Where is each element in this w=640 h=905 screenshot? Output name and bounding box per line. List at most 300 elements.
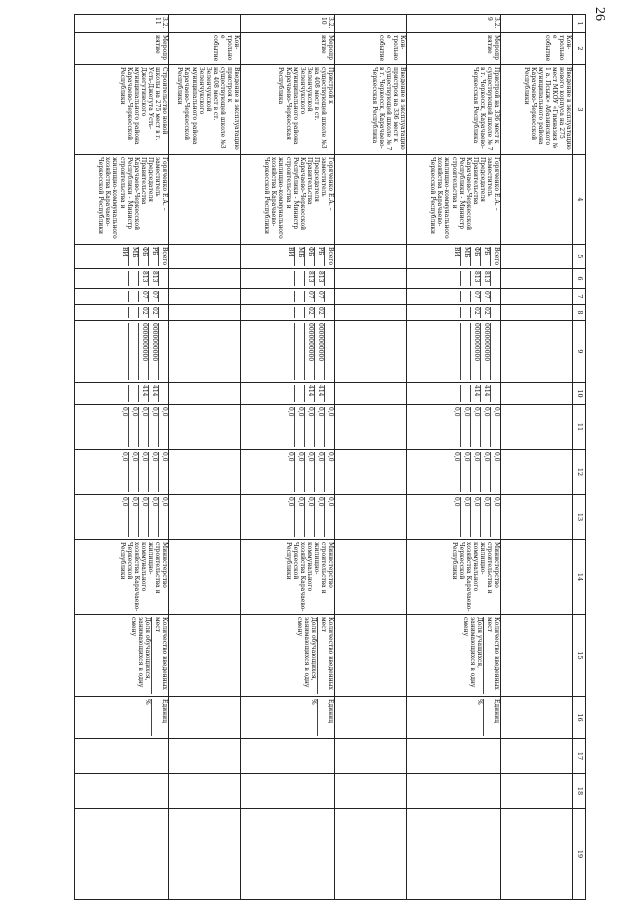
- section-code-value: [119, 291, 128, 302]
- event-type: Кон-трольное событие: [543, 35, 572, 62]
- amount-year-1-value: 0,0: [453, 407, 460, 417]
- column-number-18: 18: [573, 774, 586, 809]
- indicator-value: Доля учащихся, занимающихся в одну смену: [461, 617, 483, 688]
- empty-cell-4: [335, 155, 407, 245]
- amount-year-2-value: 0,0: [158, 452, 168, 492]
- section-code-value: [158, 291, 168, 302]
- subsection-code-value: [451, 307, 460, 318]
- empty-cell-12: [335, 450, 407, 495]
- funding-source-value: ФБ: [304, 247, 314, 266]
- program-measures-table: [74, 14, 586, 900]
- empty-cell-7: [169, 289, 241, 305]
- target-article-code-value: [460, 323, 470, 380]
- column-number-5: 5: [573, 245, 586, 269]
- measure-name: Пристрой к существующей школе №3 на 408 мест в ст. Зеленчукской Зеленчукского муниципального района Карачаево-Черкесская Республика: [277, 67, 334, 149]
- empty-cell-18: [169, 774, 241, 809]
- event-description: Введение в эксплуатацию пристроя к существующей школе №3 на 408 мест в ст. Зеленчукской Зеленчукского муниципального района Карачаево-Черкесской Республики: [176, 67, 240, 150]
- amount-year-2-value: 0,0: [490, 452, 500, 492]
- grbs-code-value: 813: [304, 271, 314, 286]
- unit-value: Единиц: [151, 699, 168, 736]
- event-type: Кон-трольное событие: [211, 35, 240, 62]
- funding-source-value: РБ: [148, 247, 158, 266]
- executor-cell: [241, 155, 335, 245]
- amount-year-3-value: 0,0: [453, 497, 460, 507]
- unit: [75, 697, 169, 739]
- target-article-code-value: [158, 323, 168, 380]
- rotated-document: [56, 14, 586, 899]
- grbs-code: [75, 269, 169, 289]
- indicator-value: Доля обучающихся, занимающихся в одну смену: [129, 617, 151, 688]
- target-article-code-value: [119, 323, 128, 380]
- subsection-code-value: [119, 307, 128, 318]
- expense-type-code-value: 414: [480, 385, 490, 402]
- empty-cell-5: [169, 245, 241, 269]
- column-number-16: 16: [573, 697, 586, 739]
- amount-year-3-value: 0,0: [148, 497, 158, 537]
- target-article-code: [407, 321, 501, 383]
- empty-cell-17: [501, 739, 573, 774]
- expense-type-code-value: 414: [314, 385, 324, 402]
- amount-year-3-value: 0,0: [138, 497, 148, 537]
- responsible-body: Министерство строительства и жилищно-коммунального хозяйства Карачаево-Черкесской Республики: [284, 542, 334, 612]
- amount-year-2-value: 0,0: [138, 452, 148, 492]
- row-code: [169, 15, 241, 33]
- funding-source-value: МБ: [294, 247, 304, 266]
- amount-year-1-value: 0,0: [158, 407, 168, 447]
- empty-cell-14: [169, 540, 241, 615]
- column-number-10: 10: [573, 383, 586, 405]
- event-type: Кон-трольное событие: [377, 35, 406, 62]
- section-code-value: 07: [304, 291, 314, 302]
- control-event-row: [501, 15, 573, 900]
- amount-year-2-value: 0,0: [480, 452, 490, 492]
- subsection-code-value: 02: [148, 307, 158, 318]
- empty-cell-12: [169, 450, 241, 495]
- expense-type-code-value: 414: [304, 385, 314, 402]
- grbs-code-value: [460, 271, 470, 286]
- funding-source-value: МБ: [128, 247, 138, 266]
- amount-year-1-value: 0,0: [304, 407, 314, 447]
- measure-name-cell: [241, 65, 335, 155]
- expense-type-code-value: [460, 385, 470, 402]
- expense-type-code-value: 414: [138, 385, 148, 402]
- expense-type-code-value: [285, 385, 294, 402]
- amount-year-1-value: 0,0: [148, 407, 158, 447]
- measure-name: Пристрой на 336 мест к существующей школе № 7 в г. Черкесск, Карачаево-Черкесская Республика: [471, 67, 500, 151]
- indicator: [75, 615, 169, 697]
- expense-type-code-value: [294, 385, 304, 402]
- target-article-code-value: 0000000000: [480, 323, 490, 380]
- responsible-cell: [407, 540, 501, 615]
- target-article-code-value: 0000000000: [138, 323, 148, 380]
- measure-type: Мероприятие: [319, 35, 334, 60]
- amount-year-1-value: 0,0: [128, 407, 138, 447]
- subsection-code-value: [158, 307, 168, 318]
- subsection-code-value: [294, 307, 304, 318]
- column-number-9: 9: [573, 321, 586, 383]
- measure-name-cell: [75, 65, 169, 155]
- column-number-6: 6: [573, 269, 586, 289]
- funding-source-value: РБ: [314, 247, 324, 266]
- column-number-11: 11: [573, 405, 586, 450]
- empty-cell-17: [241, 739, 335, 774]
- empty-cell-4: [169, 155, 241, 245]
- measure-type-cell: [241, 33, 335, 65]
- unit: [407, 697, 501, 739]
- target-article-code-value: 0000000000: [314, 323, 324, 380]
- amount-year-2-value: 0,0: [287, 452, 294, 462]
- expense-type-code: [241, 383, 335, 405]
- amount-year-2: [407, 450, 501, 495]
- empty-cell-19: [169, 809, 241, 900]
- column-number-1: 1: [573, 15, 586, 33]
- subsection-code-value: [285, 307, 294, 318]
- empty-cell-16: [501, 697, 573, 739]
- empty-cell-18: [501, 774, 573, 809]
- subsection-code: [407, 305, 501, 321]
- empty-cell-11: [169, 405, 241, 450]
- section-code-value: [128, 291, 138, 302]
- subsection-code-value: 02: [138, 307, 148, 318]
- grbs-code-value: [451, 271, 460, 286]
- table-body: [75, 15, 586, 900]
- row-code: [501, 15, 573, 33]
- amount-year-1-value: 0,0: [287, 407, 294, 417]
- empty-cell-15: [335, 615, 407, 697]
- empty-cell-19: [501, 809, 573, 900]
- section-code: [75, 289, 169, 305]
- funding-source-value: МБ: [460, 247, 470, 266]
- unit: [241, 697, 335, 739]
- column-number-3: 3: [573, 65, 586, 155]
- empty-cell-5: [335, 245, 407, 269]
- empty-cell-7: [335, 289, 407, 305]
- grbs-code-value: [324, 271, 334, 286]
- empty-cell-19: [335, 809, 407, 900]
- funding-source: [241, 245, 335, 269]
- empty-cell-4: [501, 155, 573, 245]
- empty-cell-13: [169, 495, 241, 540]
- amount-year-1-value: 0,0: [480, 407, 490, 447]
- subsection-code-value: 02: [314, 307, 324, 318]
- funding-source-value: Всего: [490, 247, 500, 266]
- funding-source-value: ВИ: [287, 247, 294, 257]
- column-number-8: 8: [573, 305, 586, 321]
- expense-type-code-value: 414: [148, 385, 158, 402]
- control-event-row: [169, 15, 241, 900]
- section-code-value: [451, 291, 460, 302]
- grbs-code-value: [490, 271, 500, 286]
- indicator-value: Количество введенных мест: [483, 617, 500, 694]
- grbs-code-value: 813: [470, 271, 480, 286]
- indicator-value: Доля обучающихся, занимающихся в одну смену: [295, 617, 317, 688]
- funding-source-value: ВИ: [453, 247, 460, 257]
- amount-year-3-value: 0,0: [294, 497, 304, 537]
- measure-type: Мероприятие: [153, 35, 168, 60]
- amount-year-1-value: 0,0: [121, 407, 128, 417]
- expense-type-code-value: [324, 385, 334, 402]
- empty-cell-13: [335, 495, 407, 540]
- grbs-code: [241, 269, 335, 289]
- empty-cell-19: [241, 809, 335, 900]
- section-code-value: [324, 291, 334, 302]
- grbs-code-value: [285, 271, 294, 286]
- amount-year-1: [75, 405, 169, 450]
- indicator: [241, 615, 335, 697]
- amount-year-3-value: 0,0: [314, 497, 324, 537]
- section-code-value: 07: [138, 291, 148, 302]
- measure-type-cell: [75, 33, 169, 65]
- amount-year-3: [75, 495, 169, 540]
- amount-year-2-value: 0,0: [314, 452, 324, 492]
- empty-cell-18: [75, 774, 169, 809]
- target-article-code-value: [324, 323, 334, 380]
- amount-year-1: [241, 405, 335, 450]
- expense-type-code-value: 414: [470, 385, 480, 402]
- empty-cell-6: [335, 269, 407, 289]
- executor: Горяченко Е.А. – заместитель Председателя Правительства Карачаево-Черкесской Республики - Министр строительства и жилищно-коммунального хозяйства Карачаево-Черкесской Республики: [429, 157, 500, 239]
- expense-type-code-value: [490, 385, 500, 402]
- section-code-value: [490, 291, 500, 302]
- amount-year-3-value: 0,0: [128, 497, 138, 537]
- column-number-row: [573, 15, 586, 900]
- empty-cell-14: [335, 540, 407, 615]
- empty-cell-19: [75, 809, 169, 900]
- indicator-value: Количество введенных мест: [317, 617, 334, 694]
- subsection-code: [241, 305, 335, 321]
- grbs-code-value: 813: [480, 271, 490, 286]
- empty-cell-10: [169, 383, 241, 405]
- grbs-code-value: [294, 271, 304, 286]
- unit-value: %: [310, 699, 317, 705]
- section-code-value: 07: [148, 291, 158, 302]
- grbs-code-value: 813: [314, 271, 324, 286]
- amount-year-3-value: 0,0: [470, 497, 480, 537]
- target-article-code-value: 0000000000: [304, 323, 314, 380]
- empty-cell-11: [501, 405, 573, 450]
- measure-type-cell: [407, 33, 501, 65]
- grbs-code-value: [128, 271, 138, 286]
- section-code: [241, 289, 335, 305]
- amount-year-1-value: 0,0: [470, 407, 480, 447]
- indicator-value: Количество введенных мест: [151, 617, 168, 694]
- responsible-body: Министерство строительства и жилищно-коммунального хозяйства Карачаево-Черкесской Республики: [450, 542, 500, 612]
- empty-cell-9: [335, 321, 407, 383]
- amount-year-1-value: 0,0: [460, 407, 470, 447]
- measure-code-cell: [407, 15, 501, 33]
- section-code: [407, 289, 501, 305]
- amount-year-1: [407, 405, 501, 450]
- row-code: [335, 15, 407, 33]
- column-number-4: 4: [573, 155, 586, 245]
- target-article-code-value: [490, 323, 500, 380]
- amount-year-1-value: 0,0: [314, 407, 324, 447]
- amount-year-3-value: 0,0: [324, 497, 334, 537]
- amount-year-1-value: 0,0: [324, 407, 334, 447]
- column-number-15: 15: [573, 615, 586, 697]
- amount-year-2-value: 0,0: [324, 452, 334, 492]
- target-article-code-value: 0000000000: [148, 323, 158, 380]
- amount-year-3-value: 0,0: [490, 497, 500, 537]
- empty-cell-17: [335, 739, 407, 774]
- amount-year-2-value: 0,0: [128, 452, 138, 492]
- measure-row: [241, 15, 335, 900]
- measure-row: [407, 15, 501, 900]
- funding-source-value: ФБ: [138, 247, 148, 266]
- amount-year-3-value: 0,0: [460, 497, 470, 537]
- expense-type-code: [407, 383, 501, 405]
- measure-code: 3.2.10: [319, 17, 334, 29]
- empty-cell-10: [501, 383, 573, 405]
- empty-cell-18: [241, 774, 335, 809]
- empty-cell-6: [169, 269, 241, 289]
- control-event-row: [335, 15, 407, 900]
- executor-cell: [407, 155, 501, 245]
- section-code-value: 07: [314, 291, 324, 302]
- subsection-code-value: 02: [470, 307, 480, 318]
- amount-year-2-value: 0,0: [121, 452, 128, 462]
- subsection-code-value: [324, 307, 334, 318]
- measure-code-cell: [241, 15, 335, 33]
- executor: Горяченко Е.А. – заместитель Председателя Правительства Карачаево-Черкесской Республики - Министр строительства и жилищно-коммунального хозяйства Карачаево-Черкесской Республики: [263, 157, 334, 239]
- funding-source-value: Всего: [158, 247, 168, 266]
- column-number-19: 19: [573, 809, 586, 900]
- amount-year-2-value: 0,0: [148, 452, 158, 492]
- subsection-code-value: 02: [480, 307, 490, 318]
- amount-year-2-value: 0,0: [470, 452, 480, 492]
- amount-year-3-value: 0,0: [158, 497, 168, 537]
- target-article-code-value: 0000000000: [470, 323, 480, 380]
- empty-cell-14: [501, 540, 573, 615]
- responsible-cell: [241, 540, 335, 615]
- measure-name-cell: [407, 65, 501, 155]
- indicator: [407, 615, 501, 697]
- unit-value: Единиц: [317, 699, 334, 736]
- section-code-value: [294, 291, 304, 302]
- grbs-code-value: [158, 271, 168, 286]
- grbs-code-value: 813: [148, 271, 158, 286]
- empty-cell-8: [169, 305, 241, 321]
- event-description: Введение в эксплуатацию пристроя на 336 мест к существующей школе № 7 в г. Черкесск, Карачаево-Черкесская Республика: [370, 67, 406, 151]
- expense-type-code-value: [128, 385, 138, 402]
- empty-cell-17: [169, 739, 241, 774]
- column-number-2: 2: [573, 33, 586, 65]
- empty-cell-11: [335, 405, 407, 450]
- subsection-code-value: [460, 307, 470, 318]
- expense-type-code: [75, 383, 169, 405]
- grbs-code-value: 813: [138, 271, 148, 286]
- unit-value: Единиц: [483, 699, 500, 736]
- funding-source-value: ФБ: [470, 247, 480, 266]
- event-description-cell: [501, 65, 573, 155]
- target-article-code-value: [285, 323, 294, 380]
- amount-year-3: [241, 495, 335, 540]
- measure-type: Мероприятие: [485, 35, 500, 60]
- amount-year-2-value: 0,0: [460, 452, 470, 492]
- subsection-code: [75, 305, 169, 321]
- expense-type-code-value: [119, 385, 128, 402]
- amount-year-3: [407, 495, 501, 540]
- measure-row: [75, 15, 169, 900]
- empty-cell-16: [169, 697, 241, 739]
- measure-code: 3.2.9: [485, 17, 500, 29]
- funding-source-value: ВИ: [121, 247, 128, 257]
- target-article-code-value: [451, 323, 460, 380]
- funding-source: [75, 245, 169, 269]
- amount-year-1-value: 0,0: [490, 407, 500, 447]
- event-type-cell: [335, 33, 407, 65]
- subsection-code-value: [490, 307, 500, 318]
- amount-year-1-value: 0,0: [138, 407, 148, 447]
- executor: Горяченко Е.А. – заместитель Председателя Правительства Карачаево-Черкесской Республики - Министр строительства и жилищно-коммунального хозяйства Карачаево-Черкесской Республики: [97, 157, 168, 239]
- event-type-cell: [501, 33, 573, 65]
- empty-cell-15: [169, 615, 241, 697]
- column-number-13: 13: [573, 495, 586, 540]
- empty-cell-8: [501, 305, 573, 321]
- event-type-cell: [169, 33, 241, 65]
- empty-cell-10: [335, 383, 407, 405]
- measure-name: Строительство новой школы на 275 мест в г. Усть-Джегута Усть-Джегутинского муниципального района Карачаево-Черкесской Республики: [118, 67, 168, 145]
- amount-year-3-value: 0,0: [304, 497, 314, 537]
- responsible-body: Министерство строительства и жилищно-коммунального хозяйства Карачаево-Черкесской Республики: [118, 542, 168, 612]
- funding-source-value: РБ: [480, 247, 490, 266]
- empty-cell-5: [501, 245, 573, 269]
- empty-cell-16: [335, 697, 407, 739]
- subsection-code-value: [128, 307, 138, 318]
- empty-cell-9: [501, 321, 573, 383]
- grbs-code: [407, 269, 501, 289]
- empty-cell-18: [407, 774, 501, 809]
- target-article-code-value: [128, 323, 138, 380]
- subsection-code-value: 02: [304, 307, 314, 318]
- measure-code-cell: [75, 15, 169, 33]
- amount-year-1-value: 0,0: [294, 407, 304, 447]
- section-code-value: [285, 291, 294, 302]
- empty-cell-9: [169, 321, 241, 383]
- empty-cell-15: [501, 615, 573, 697]
- amount-year-2-value: 0,0: [304, 452, 314, 492]
- section-code-value: 07: [480, 291, 490, 302]
- section-code-value: [460, 291, 470, 302]
- amount-year-3-value: 0,0: [287, 497, 294, 507]
- page-number: 26: [592, 7, 607, 21]
- unit-value: %: [144, 699, 151, 705]
- empty-cell-17: [75, 739, 169, 774]
- column-number-12: 12: [573, 450, 586, 495]
- event-description-cell: [169, 65, 241, 155]
- target-article-code-value: [294, 323, 304, 380]
- amount-year-2-value: 0,0: [294, 452, 304, 492]
- column-number-14: 14: [573, 540, 586, 615]
- amount-year-3-value: 0,0: [480, 497, 490, 537]
- empty-cell-17: [407, 739, 501, 774]
- grbs-code-value: [119, 271, 128, 286]
- funding-source: [407, 245, 501, 269]
- empty-cell-13: [501, 495, 573, 540]
- measure-code: 3.2.11: [153, 17, 168, 29]
- event-description: Введение в эксплуатацию нового корпуса на 275 мест МКОУ «Гимназия № 1 а. Псыж» Абазинского муниципального района Карачаево-Черкесской Республики: [522, 67, 572, 150]
- event-description-cell: [335, 65, 407, 155]
- empty-cell-8: [335, 305, 407, 321]
- amount-year-2-value: 0,0: [453, 452, 460, 462]
- target-article-code: [241, 321, 335, 383]
- empty-cell-19: [407, 809, 501, 900]
- expense-type-code-value: [158, 385, 168, 402]
- funding-source-value: Всего: [324, 247, 334, 266]
- responsible-cell: [75, 540, 169, 615]
- executor-cell: [75, 155, 169, 245]
- empty-cell-7: [501, 289, 573, 305]
